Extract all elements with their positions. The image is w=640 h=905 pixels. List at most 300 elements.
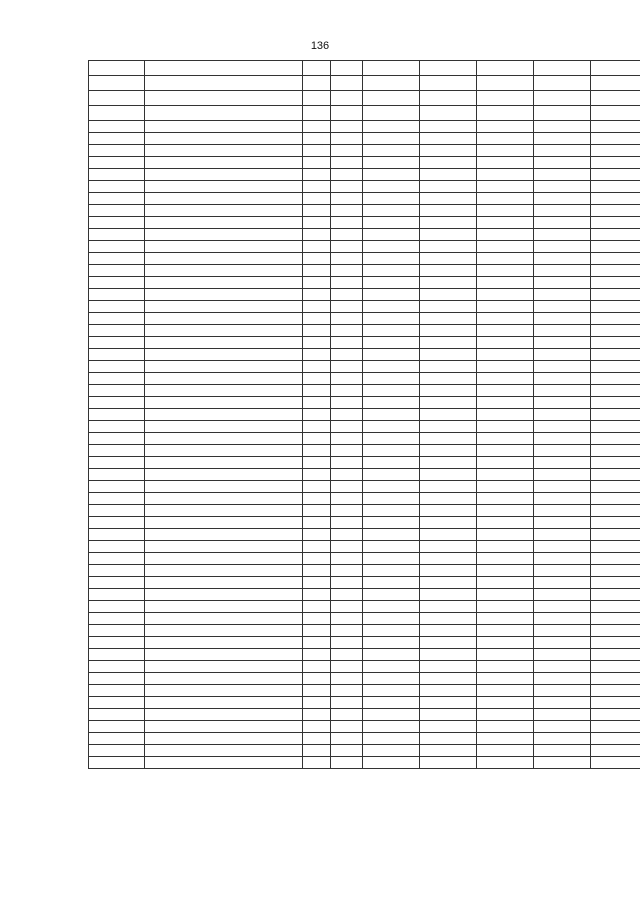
table-cell [420, 733, 477, 745]
table-row [89, 649, 640, 661]
table-cell [420, 157, 477, 169]
table-cell [303, 397, 331, 409]
table-cell [89, 121, 145, 133]
header-cell [145, 91, 303, 106]
table-row [89, 133, 640, 145]
table-cell [534, 601, 591, 613]
table-cell [477, 457, 534, 469]
table-cell [331, 229, 363, 241]
table-row [89, 577, 640, 589]
table-cell [363, 157, 420, 169]
table-cell [331, 445, 363, 457]
table-cell [331, 253, 363, 265]
table-cell [534, 757, 591, 769]
table-cell [331, 685, 363, 697]
header-row [89, 61, 640, 76]
header-cell [477, 91, 534, 106]
table-cell [363, 277, 420, 289]
table-cell [303, 193, 331, 205]
header-cell [534, 76, 591, 91]
table-cell [420, 349, 477, 361]
table-cell [89, 205, 145, 217]
table-cell [420, 481, 477, 493]
table-cell [477, 565, 534, 577]
table-cell [477, 409, 534, 421]
table-row [89, 505, 640, 517]
table-cell [477, 433, 534, 445]
table-cell [420, 301, 477, 313]
table-row [89, 349, 640, 361]
table-cell [591, 637, 640, 649]
table-cell [145, 505, 303, 517]
table-cell [591, 757, 640, 769]
table-cell [89, 637, 145, 649]
table-cell [363, 205, 420, 217]
table-cell [89, 493, 145, 505]
table-cell [477, 421, 534, 433]
table-cell [303, 517, 331, 529]
table-cell [477, 337, 534, 349]
table-cell [331, 397, 363, 409]
table-cell [303, 673, 331, 685]
table-cell [145, 397, 303, 409]
table-cell [534, 637, 591, 649]
table-cell [420, 217, 477, 229]
table-cell [534, 493, 591, 505]
table-cell [363, 397, 420, 409]
table-cell [591, 145, 640, 157]
table-cell [420, 577, 477, 589]
table-cell [331, 661, 363, 673]
table-cell [331, 433, 363, 445]
table-cell [591, 529, 640, 541]
table-cell [420, 433, 477, 445]
table-cell [534, 277, 591, 289]
table-cell [145, 529, 303, 541]
table-cell [89, 709, 145, 721]
table-cell [303, 169, 331, 181]
table-cell [534, 145, 591, 157]
table-cell [89, 457, 145, 469]
header-cell [331, 91, 363, 106]
table-cell [477, 493, 534, 505]
table-cell [331, 649, 363, 661]
table-cell [363, 253, 420, 265]
table-cell [89, 133, 145, 145]
table-cell [89, 241, 145, 253]
table-cell [89, 721, 145, 733]
table-cell [591, 685, 640, 697]
table-cell [363, 433, 420, 445]
table-cell [591, 265, 640, 277]
table-cell [420, 385, 477, 397]
table-cell [331, 241, 363, 253]
table-row [89, 721, 640, 733]
table-cell [534, 325, 591, 337]
table-cell [534, 241, 591, 253]
table-cell [363, 577, 420, 589]
table-cell [477, 169, 534, 181]
table-cell [420, 253, 477, 265]
table-row [89, 613, 640, 625]
table-cell [331, 589, 363, 601]
table-cell [477, 205, 534, 217]
table-cell [331, 757, 363, 769]
table-cell [591, 241, 640, 253]
table-cell [591, 169, 640, 181]
table-cell [477, 577, 534, 589]
table-row [89, 733, 640, 745]
table-cell [477, 505, 534, 517]
table-cell [89, 313, 145, 325]
table-cell [331, 481, 363, 493]
table-cell [89, 265, 145, 277]
table-cell [303, 481, 331, 493]
table-cell [420, 553, 477, 565]
table-cell [303, 685, 331, 697]
table-cell [363, 733, 420, 745]
table-cell [534, 469, 591, 481]
table-row [89, 169, 640, 181]
table-cell [145, 133, 303, 145]
table-cell [363, 697, 420, 709]
table-cell [145, 325, 303, 337]
table-cell [591, 229, 640, 241]
table-cell [363, 133, 420, 145]
table-cell [363, 373, 420, 385]
table-cell [477, 733, 534, 745]
table-cell [477, 385, 534, 397]
table-cell [303, 661, 331, 673]
table-cell [331, 373, 363, 385]
table-cell [420, 409, 477, 421]
table-cell [303, 373, 331, 385]
table-cell [477, 541, 534, 553]
table-cell [89, 385, 145, 397]
table-cell [591, 361, 640, 373]
table-cell [363, 661, 420, 673]
table-cell [534, 541, 591, 553]
table-cell [591, 481, 640, 493]
table-cell [89, 217, 145, 229]
table-cell [331, 289, 363, 301]
table-cell [534, 205, 591, 217]
table-cell [303, 637, 331, 649]
table-row [89, 265, 640, 277]
table-cell [303, 709, 331, 721]
table-cell [331, 169, 363, 181]
table-cell [89, 253, 145, 265]
table-cell [303, 649, 331, 661]
table-cell [363, 145, 420, 157]
table-cell [420, 457, 477, 469]
table-cell [89, 649, 145, 661]
table-cell [534, 337, 591, 349]
table-row [89, 685, 640, 697]
price-table [88, 60, 640, 769]
table-cell [145, 265, 303, 277]
table-cell [591, 445, 640, 457]
table-row [89, 277, 640, 289]
table-cell [591, 625, 640, 637]
table-cell [534, 481, 591, 493]
table-cell [534, 217, 591, 229]
table-cell [477, 601, 534, 613]
table-cell [591, 661, 640, 673]
table-cell [145, 469, 303, 481]
table-cell [89, 505, 145, 517]
table-row [89, 541, 640, 553]
table-cell [477, 517, 534, 529]
table-cell [145, 373, 303, 385]
table-cell [145, 517, 303, 529]
table-cell [145, 385, 303, 397]
table-cell [534, 721, 591, 733]
table-cell [534, 517, 591, 529]
table-cell [591, 397, 640, 409]
table-cell [303, 733, 331, 745]
table-cell [591, 553, 640, 565]
table-cell [89, 289, 145, 301]
table-cell [303, 337, 331, 349]
table-cell [145, 421, 303, 433]
table-cell [591, 721, 640, 733]
table-cell [145, 313, 303, 325]
table-cell [89, 325, 145, 337]
table-cell [534, 553, 591, 565]
table-cell [303, 313, 331, 325]
table-cell [534, 697, 591, 709]
table-cell [145, 697, 303, 709]
table-cell [420, 661, 477, 673]
table-cell [145, 217, 303, 229]
table-cell [477, 181, 534, 193]
table-row [89, 229, 640, 241]
table-cell [331, 421, 363, 433]
table-cell [420, 229, 477, 241]
table-cell [89, 349, 145, 361]
table-cell [303, 133, 331, 145]
table-cell [363, 637, 420, 649]
header-cell [303, 76, 331, 91]
table-cell [477, 397, 534, 409]
table-cell [591, 457, 640, 469]
table-cell [534, 373, 591, 385]
table-cell [89, 529, 145, 541]
table-cell [477, 133, 534, 145]
table-cell [331, 637, 363, 649]
header-cell [363, 76, 420, 91]
header-cell [145, 61, 303, 76]
table-cell [145, 745, 303, 757]
table-cell [303, 697, 331, 709]
table-cell [420, 709, 477, 721]
table-cell [89, 757, 145, 769]
table-cell [420, 745, 477, 757]
table-cell [303, 145, 331, 157]
header-cell [145, 106, 303, 121]
table-cell [534, 289, 591, 301]
table-cell [534, 409, 591, 421]
table-row [89, 205, 640, 217]
table-cell [145, 301, 303, 313]
table-cell [145, 565, 303, 577]
table-row [89, 385, 640, 397]
table-cell [591, 337, 640, 349]
table-cell [534, 265, 591, 277]
table-cell [363, 169, 420, 181]
table-cell [420, 721, 477, 733]
table-cell [534, 661, 591, 673]
table-cell [89, 433, 145, 445]
table-cell [89, 397, 145, 409]
table-cell [89, 145, 145, 157]
table-cell [534, 157, 591, 169]
table-cell [420, 625, 477, 637]
table-cell [331, 565, 363, 577]
table-cell [331, 697, 363, 709]
table-cell [591, 613, 640, 625]
table-row [89, 469, 640, 481]
table-cell [534, 529, 591, 541]
table-row [89, 253, 640, 265]
table-cell [420, 397, 477, 409]
table-row [89, 313, 640, 325]
table-cell [145, 193, 303, 205]
table-cell [331, 733, 363, 745]
table-cell [591, 253, 640, 265]
table-cell [303, 421, 331, 433]
table-cell [477, 721, 534, 733]
table-cell [477, 613, 534, 625]
table-cell [89, 697, 145, 709]
table-cell [145, 673, 303, 685]
table-cell [89, 613, 145, 625]
table-cell [331, 301, 363, 313]
table-cell [303, 457, 331, 469]
table-cell [534, 349, 591, 361]
table-cell [145, 337, 303, 349]
header-cell [477, 76, 534, 91]
table-cell [303, 277, 331, 289]
table-cell [591, 133, 640, 145]
table-cell [331, 325, 363, 337]
table-cell [363, 445, 420, 457]
table-cell [420, 241, 477, 253]
table-cell [145, 181, 303, 193]
table-cell [331, 469, 363, 481]
header-cell [89, 106, 145, 121]
table-cell [591, 385, 640, 397]
table-cell [477, 157, 534, 169]
header-cell [363, 61, 420, 76]
table-cell [89, 673, 145, 685]
table-cell [363, 589, 420, 601]
table-cell [363, 649, 420, 661]
table-cell [363, 709, 420, 721]
table-row [89, 325, 640, 337]
table-cell [303, 205, 331, 217]
table-cell [363, 193, 420, 205]
table-row [89, 289, 640, 301]
table-cell [534, 673, 591, 685]
table-cell [363, 745, 420, 757]
table-cell [534, 397, 591, 409]
table-cell [420, 757, 477, 769]
table-cell [420, 277, 477, 289]
header-row [89, 91, 640, 106]
table-cell [363, 541, 420, 553]
table-cell [363, 757, 420, 769]
table-cell [89, 229, 145, 241]
table-cell [420, 649, 477, 661]
table-cell [145, 241, 303, 253]
table-cell [591, 697, 640, 709]
table-cell [363, 265, 420, 277]
table-cell [477, 697, 534, 709]
table-cell [303, 721, 331, 733]
table-cell [591, 493, 640, 505]
table-cell [534, 445, 591, 457]
table-cell [534, 301, 591, 313]
table-cell [591, 349, 640, 361]
header-cell [303, 61, 331, 76]
table-cell [145, 253, 303, 265]
header-cell [331, 76, 363, 91]
table-cell [534, 577, 591, 589]
table-cell [477, 589, 534, 601]
table-cell [145, 145, 303, 157]
table-row [89, 337, 640, 349]
table-cell [331, 505, 363, 517]
header-cell [89, 61, 145, 76]
table-cell [420, 133, 477, 145]
table-cell [363, 601, 420, 613]
table-cell [420, 493, 477, 505]
table-cell [534, 457, 591, 469]
page-number: 136 [310, 40, 330, 52]
table-cell [89, 373, 145, 385]
table-row [89, 601, 640, 613]
table-cell [420, 145, 477, 157]
table-row [89, 565, 640, 577]
table-cell [331, 313, 363, 325]
table-cell [591, 565, 640, 577]
table-cell [534, 229, 591, 241]
table-cell [303, 325, 331, 337]
table-cell [89, 169, 145, 181]
table-cell [363, 289, 420, 301]
table-cell [591, 469, 640, 481]
table-cell [477, 325, 534, 337]
table-cell [420, 337, 477, 349]
table-cell [477, 481, 534, 493]
table-cell [591, 745, 640, 757]
table-cell [89, 469, 145, 481]
table-cell [145, 349, 303, 361]
table-cell [363, 673, 420, 685]
table-row [89, 193, 640, 205]
table-cell [89, 565, 145, 577]
table-cell [534, 361, 591, 373]
table-row [89, 181, 640, 193]
table-cell [477, 145, 534, 157]
header-cell [420, 76, 477, 91]
header-cell [477, 61, 534, 76]
table-cell [331, 529, 363, 541]
table-cell [363, 385, 420, 397]
table-cell [591, 589, 640, 601]
